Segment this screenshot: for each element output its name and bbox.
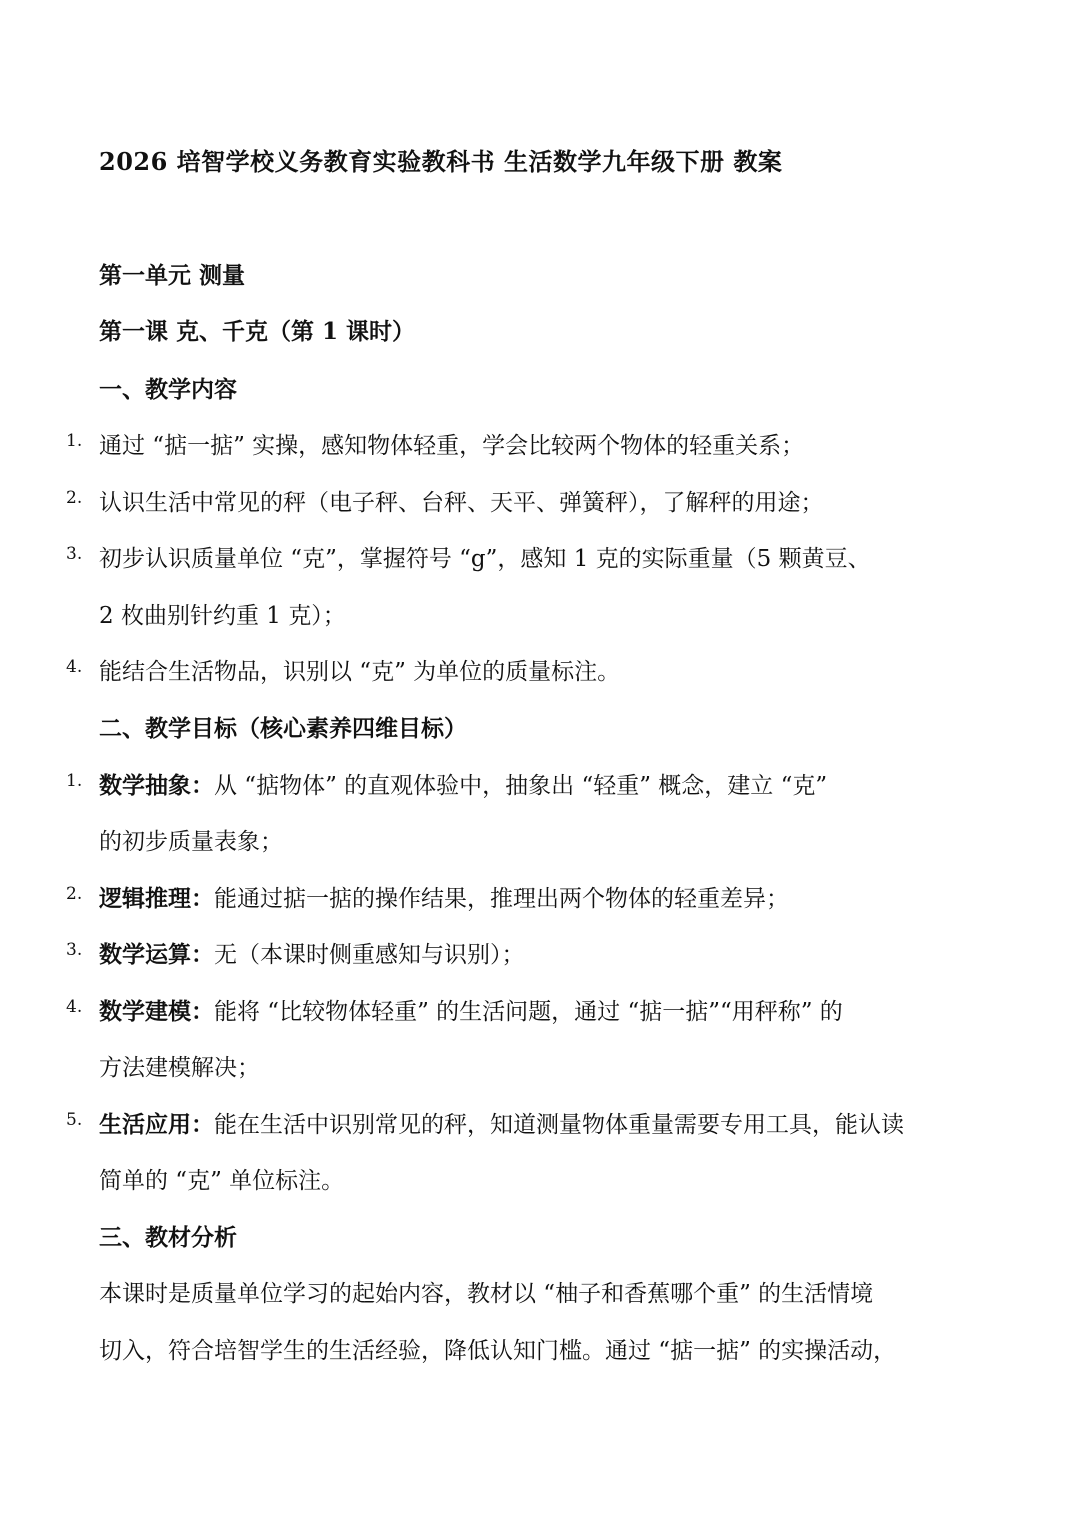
list-item-number: 5. bbox=[66, 1110, 83, 1130]
list-item-text: 初步认识质量单位 “克”，掌握符号 “g”，感知 1 克的实际重量（5 颗黄豆、 bbox=[99, 546, 871, 572]
list-item-number: 2. bbox=[66, 884, 83, 904]
list-item-number: 1. bbox=[66, 431, 83, 451]
paragraph-line: 本课时是质量单位学习的起始内容，教材以 “柚子和香蕉哪个重” 的生活情境 bbox=[99, 1281, 874, 1307]
list-item-text-continued: 的初步质量表象； bbox=[99, 829, 283, 855]
objective-label: 生活应用： bbox=[99, 1111, 214, 1138]
document-title: 2026 培智学校义务教育实验教科书 生活数学九年级下册 教案 bbox=[99, 147, 783, 176]
objective-text: 能在生活中识别常见的秤，知道测量物体重量需要专用工具，能认读 bbox=[214, 1112, 904, 1138]
objective-label: 逻辑推理： bbox=[99, 885, 214, 912]
list-item-text bbox=[99, 880, 789, 913]
section-heading-analysis: 三、教材分析 bbox=[99, 1224, 237, 1251]
objective-text: 能通过掂一掂的操作结果，推理出两个物体的轻重差异； bbox=[214, 886, 789, 912]
section-heading-objectives: 二、教学目标（核心素养四维目标） bbox=[99, 715, 467, 742]
paragraph-line: 切入，符合培智学生的生活经验，降低认知门槛。通过 “掂一掂” 的实操活动， bbox=[99, 1338, 897, 1364]
list-item-number: 1. bbox=[66, 771, 83, 791]
lesson-heading: 第一课 克、千克（第 1 课时） bbox=[99, 318, 416, 345]
list-item-number: 2. bbox=[66, 488, 83, 508]
list-item-text bbox=[99, 767, 827, 800]
list-item-number: 4. bbox=[66, 997, 83, 1017]
list-item-text-continued: 简单的 “克” 单位标注。 bbox=[99, 1168, 345, 1194]
list-item-text: 认识生活中常见的秤（电子秤、台秤、天平、弹簧秤），了解秤的用途； bbox=[99, 490, 824, 516]
list-item-number: 3. bbox=[66, 544, 83, 564]
objective-text: 无（本课时侧重感知与识别）； bbox=[214, 942, 525, 968]
list-item-number: 4. bbox=[66, 657, 83, 677]
list-item-text bbox=[99, 1106, 904, 1139]
list-item-text bbox=[99, 993, 843, 1026]
objective-text: 能将 “比较物体轻重” 的生活问题，通过 “掂一掂”“用秤称” 的 bbox=[214, 999, 843, 1025]
list-item-text-continued: 方法建模解决； bbox=[99, 1055, 260, 1081]
list-item-text: 能结合生活物品，识别以 “克” 为单位的质量标注。 bbox=[99, 659, 621, 685]
list-item-text bbox=[99, 936, 525, 969]
list-item-number: 3. bbox=[66, 940, 83, 960]
objective-label: 数学运算： bbox=[99, 941, 214, 968]
list-item-text-continued: 2 枚曲别针约重 1 克）； bbox=[99, 603, 346, 629]
unit-heading: 第一单元 测量 bbox=[99, 262, 246, 289]
section-heading-content: 一、教学内容 bbox=[99, 376, 237, 403]
list-item-text: 通过 “掂一掂” 实操，感知物体轻重，学会比较两个物体的轻重关系； bbox=[99, 433, 805, 459]
objective-text: 从 “掂物体” 的直观体验中，抽象出 “轻重” 概念，建立 “克” bbox=[214, 773, 828, 799]
objective-label: 数学建模： bbox=[99, 998, 214, 1025]
objective-label: 数学抽象： bbox=[99, 772, 214, 799]
